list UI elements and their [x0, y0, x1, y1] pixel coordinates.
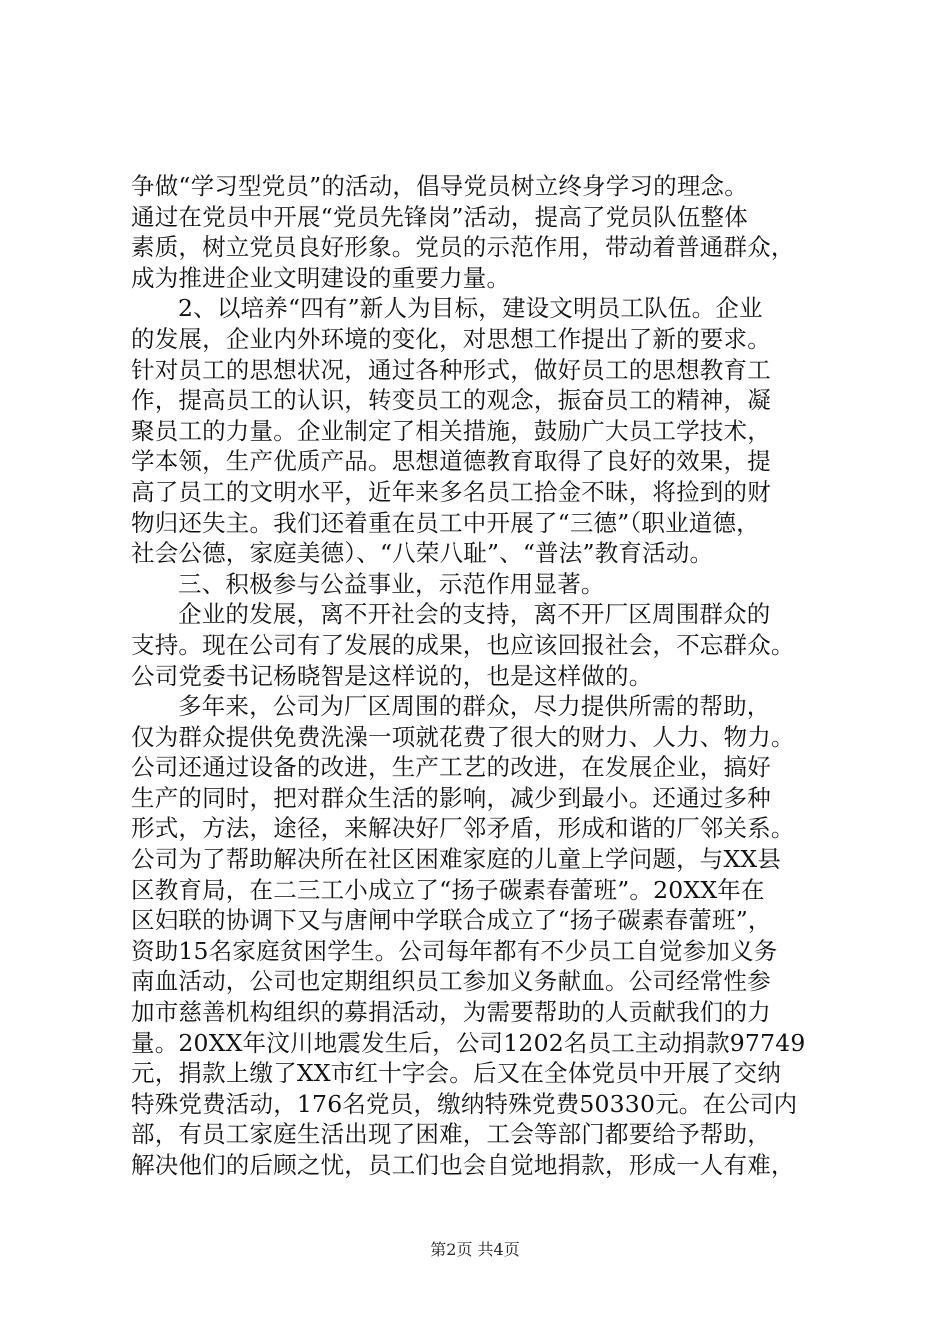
text-line: 加市慈善机构组织的募捐活动，为需要帮助的人贡献我们的力 — [131, 998, 771, 1027]
section-heading-line: 三、积极参与公益事业，示范作用显著。 — [178, 569, 605, 598]
text-line: 特殊党费活动，176名党员，缴纳特殊党费50330元。在公司内 — [131, 1089, 798, 1118]
text-line: 形式，方法，途径，来解决好厂邻矛盾，形成和谐的厂邻关系。 — [131, 814, 795, 843]
text-line: 区妇联的协调下又与唐闸中学联合成立了“扬子碳素春蕾班”， — [131, 906, 772, 935]
body-text — [131, 171, 831, 1181]
text-line: 公司还通过设备的改进，生产工艺的改进，在发展企业，搞好 — [131, 753, 771, 782]
text-line: 公司为了帮助解决所在社区困难家庭的儿童上学问题，与XX县 — [131, 845, 782, 874]
page-number-footer: 第2页 共4页 — [430, 1240, 520, 1259]
text-line: 公司党委书记杨晓智是这样说的，也是这样做的。 — [131, 661, 653, 690]
paragraph-start-line: 企业的发展，离不开社会的支持，离不开厂区周围群众的 — [178, 600, 771, 629]
text-line: 区教育局，在二三工小成立了“扬子碳素春蕾班”。20XX年在 — [131, 875, 765, 904]
paragraph-start-line: 2、以培养“四有”新人为目标，建设文明员工队伍。企业 — [178, 294, 763, 323]
text-line: 聚员工的力量。企业制定了相关措施，鼓励广大员工学技术， — [131, 416, 771, 445]
text-line: 成为推进企业文明建设的重要力量。 — [131, 263, 511, 292]
text-line: 作，提高员工的认识，转变员工的观念，振奋员工的精神，凝 — [131, 386, 771, 415]
text-line: 量。20XX年汶川地震发生后，公司1202名员工主动捐款97749 — [131, 1028, 806, 1057]
text-line: 争做“学习型党员”的活动，倡导党员树立终身学习的理念。 — [131, 172, 748, 200]
text-line: 部，有员工家庭生活出现了困难，工会等部门都要给予帮助， — [131, 1120, 771, 1149]
text-line: 资助15名家庭贫困学生。公司每年都有不少员工自觉参加义务 — [131, 936, 778, 965]
paragraph-start-line: 多年来，公司为厂区周围的群众，尽力提供所需的帮助， — [178, 692, 771, 721]
text-line: 生产的同时，把对群众生活的影响，减少到最小。还通过多种 — [131, 783, 771, 812]
text-line: 高了员工的文明水平，近年来多名员工拾金不昧，将捡到的财 — [131, 477, 771, 506]
text-line: 物归还失主。我们还着重在员工中开展了“三德”（职业道德， — [131, 508, 760, 537]
text-line: 解决他们的后顾之忧，员工们也会自觉地捐款，形成一人有难， — [131, 1151, 795, 1179]
text-line: 的发展，企业内外环境的变化，对思想工作提出了新的要求。 — [131, 324, 771, 353]
text-line: 针对员工的思想状况，通过各种形式，做好员工的思想教育工 — [131, 355, 771, 384]
text-line: 通过在党员中开展“党员先锋岗”活动，提高了党员队伍整体 — [131, 202, 748, 231]
text-line: 支持。现在公司有了发展的成果，也应该回报社会，不忘群众。 — [131, 630, 795, 659]
text-line: 仅为群众提供免费洗澡一项就花费了很大的财力、人力、物力。 — [131, 722, 795, 751]
text-line: 南血活动，公司也定期组织员工参加义务献血。公司经常性参 — [131, 967, 771, 996]
text-line: 元，捐款上缴了XX市红十字会。后又在全体党员中开展了交纳 — [131, 1059, 782, 1088]
text-line: 学本领，生产优质产品。思想道德教育取得了良好的效果，提 — [131, 447, 771, 476]
text-line: 社会公德，家庭美德）、“八荣八耻”、“普法”教育活动。 — [131, 539, 714, 568]
text-line: 素质，树立党员良好形象。党员的示范作用，带动着普通群众， — [131, 233, 795, 262]
